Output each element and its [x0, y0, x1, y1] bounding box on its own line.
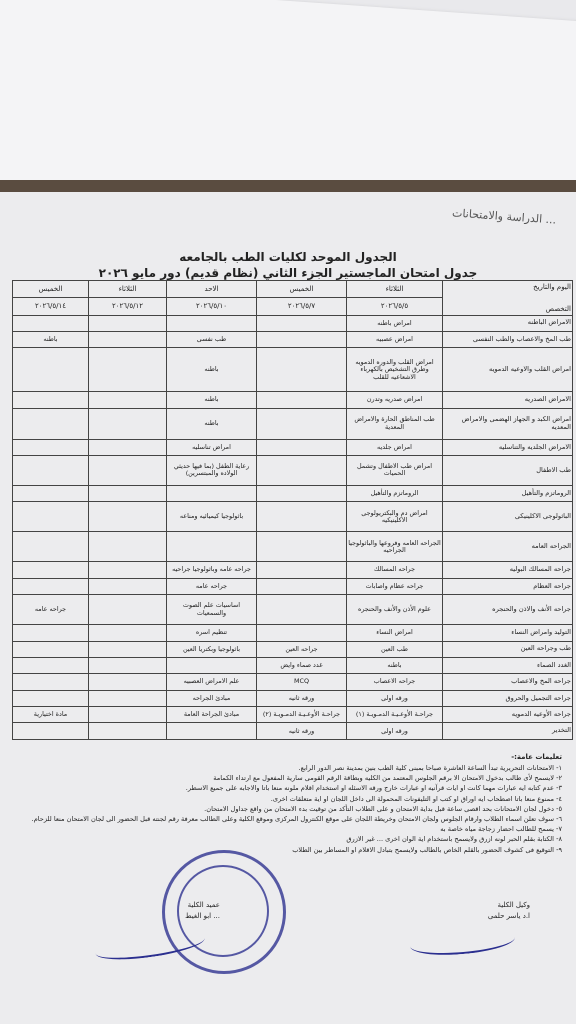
- exam-cell: باطنه: [167, 392, 257, 408]
- table-row: [13, 486, 573, 502]
- exam-cell: [13, 315, 89, 331]
- specialty-cell: جراحه المسالك البوليه: [443, 562, 573, 578]
- exam-cell: ورقه ثانيه: [257, 723, 347, 740]
- exam-cell: جراحه عامه: [13, 595, 89, 625]
- exam-cell: غدد صماء وايض: [257, 657, 347, 673]
- day-date-header: [443, 281, 573, 316]
- exam-cell: [257, 562, 347, 578]
- exam-cell: [13, 674, 89, 690]
- exam-cell: امراض القلب والدوره الدمويه وطرق التشخيص بالكهرباء الاشعاعيه للقلب: [347, 348, 443, 392]
- exam-cell: [167, 315, 257, 331]
- date-cell: ٢٠٢٦/٥/٧: [257, 298, 347, 315]
- exam-cell: [89, 578, 167, 594]
- schedule-rows: [13, 315, 573, 739]
- exam-cell: [13, 392, 89, 408]
- instruction-item: ٥- دخول لجان الامتحانات بحد اقصى ساعة قبل بداية الامتحان و على الطلاب التأكد من توقيت بدء الامتحان من واقع جداول الامتحان.: [204, 804, 562, 813]
- exam-cell: [257, 331, 347, 347]
- exam-cell: [257, 315, 347, 331]
- exam-cell: طب المناطق الحارة والامراض المعدية: [347, 408, 443, 439]
- table-row: [13, 578, 573, 594]
- day-cell: الاحد: [167, 281, 257, 298]
- exam-cell: [257, 348, 347, 392]
- exam-cell: [257, 486, 347, 502]
- exam-cell: [257, 392, 347, 408]
- exam-cell: [13, 502, 89, 532]
- table-row: [13, 331, 573, 347]
- instructions-title: تعليمات عامة:-: [511, 753, 562, 761]
- instruction-item: ٣- عدم كتابه ايه عبارات مهما كانت او ايات قرآنيه او عبارات خارج ورقه الاسئله او استخدام اقلام ملونه منعا باتا والاجابه على جميع الاسطر.: [185, 784, 562, 793]
- exam-cell: [89, 562, 167, 578]
- specialty-cell: التخدير: [443, 723, 573, 740]
- table-row: [13, 455, 573, 485]
- exam-cell: باثولوجيا كيميائيه ومناعه: [167, 502, 257, 532]
- exam-cell: تنظيم اسره: [167, 625, 257, 641]
- specialty-cell: امراض الكبد و الجهاز الهضمى والامراض المعديه: [443, 408, 573, 439]
- exam-cell: امراض دم والبكتريولوجى الاكلينيكيه: [347, 502, 443, 532]
- exam-schedule-table: [12, 280, 573, 740]
- exam-cell: مبادئ الجراحه: [167, 690, 257, 706]
- specialty-cell: الباثولوجى الاكلينيكى: [443, 502, 573, 532]
- exam-cell: [13, 723, 89, 740]
- exam-cell: [257, 408, 347, 439]
- instruction-item: ٩- التوقيع فى كشوف الحضور بالقلم الخاص بالطالب ولايسمح بتبادل الاقلام او المساطر بين الطلاب: [292, 845, 562, 854]
- exam-cell: [13, 657, 89, 673]
- exam-cell: MCQ: [257, 674, 347, 690]
- exam-cell: [13, 562, 89, 578]
- exam-cell: باثولوجيا وبكتريا العين: [167, 641, 257, 657]
- exam-cell: جراحه الاعصاب: [347, 674, 443, 690]
- exam-cell: امراض النساء: [347, 625, 443, 641]
- exam-cell: [167, 486, 257, 502]
- document-title: الجدول الموحد لكليات الطب بالجامعه: [179, 250, 397, 264]
- exam-cell: [13, 439, 89, 455]
- instruction-item: ٧- يسمح للطالب احضار زجاجة مياه خاصة به: [440, 825, 562, 834]
- exam-cell: [257, 595, 347, 625]
- exam-cell: [257, 502, 347, 532]
- table-row: [13, 392, 573, 408]
- exam-cell: [13, 348, 89, 392]
- exam-cell: [89, 392, 167, 408]
- exam-cell: [13, 578, 89, 594]
- exam-cell: امراض عصبيه: [347, 331, 443, 347]
- date-cell: ٢٠٢٦/٥/١٠: [167, 298, 257, 315]
- specialty-cell: طب وجراحه العين: [443, 641, 573, 657]
- exam-cell: [257, 625, 347, 641]
- dean-title: عميد الكلية: [187, 901, 220, 909]
- table-row: [13, 502, 573, 532]
- specialty-cell: امراض القلب والاوعيه الدمويه: [443, 348, 573, 392]
- exam-cell: [167, 723, 257, 740]
- exam-cell: [89, 348, 167, 392]
- exam-cell: ورقه اولى: [347, 723, 443, 740]
- specialty-cell: جراحه الأوعيه الدمويه: [443, 707, 573, 723]
- exam-cell: جراحه المسالك: [347, 562, 443, 578]
- exam-cell: رعاية الطفل (بما فيها حديثي الولاده والمبتسرين): [167, 455, 257, 485]
- exam-cell: [257, 439, 347, 455]
- exam-cell: [89, 502, 167, 532]
- exam-cell: مادة اختيارية: [13, 707, 89, 723]
- exam-cell: [89, 408, 167, 439]
- day-date-label: اليوم والتاريخ: [533, 282, 571, 291]
- instruction-item: ١- الامتحانات التحريرية تبدأ الساعة العاشرة صباحا بمبنى كلية الطب بنين بمدينة نصر الدور الرابع.: [298, 763, 562, 772]
- table-row: [13, 532, 573, 562]
- exam-cell: [89, 625, 167, 641]
- exam-cell: [89, 331, 167, 347]
- exam-cell: الروماتزم والتأهيل: [347, 486, 443, 502]
- specialty-cell: طب الاطفال: [443, 455, 573, 485]
- exam-cell: [167, 657, 257, 673]
- exam-cell: باطنه: [167, 348, 257, 392]
- date-cell: ٢٠٢٦/٥/٥: [347, 298, 443, 315]
- exam-cell: [13, 532, 89, 562]
- exam-cell: [13, 641, 89, 657]
- exam-cell: [89, 315, 167, 331]
- dean-name: ... ابو الغيط: [185, 911, 220, 920]
- table-row: [13, 562, 573, 578]
- exam-cell: علوم الأذن والأنف والحنجره: [347, 595, 443, 625]
- table-row: [13, 674, 573, 690]
- document-subtitle: جدول امتحان الماجستير الجزء الثاني (نظام قديم) دور مايو ٢٠٢٦: [98, 266, 478, 280]
- specialty-cell: جراحه التجميل والحروق: [443, 690, 573, 706]
- exam-cell: [89, 532, 167, 562]
- table-row: [13, 348, 573, 392]
- exam-cell: باطنه: [347, 657, 443, 673]
- exam-cell: جراحـة الأوعـيـة الدمـويـة (١): [347, 707, 443, 723]
- exam-cell: ورقه ثانيه: [257, 690, 347, 706]
- exam-cell: [89, 595, 167, 625]
- exam-cell: امراض جلديه: [347, 439, 443, 455]
- exam-cell: [89, 690, 167, 706]
- specialty-cell: الغدد الصماء: [443, 657, 573, 673]
- exam-cell: [13, 455, 89, 485]
- specialty-cell: جراحه الأنف والاذن والحنجره: [443, 595, 573, 625]
- exam-cell: [89, 439, 167, 455]
- exam-cell: باطنه: [13, 331, 89, 347]
- table-row: [13, 641, 573, 657]
- specialty-cell: جراحه المخ والاعصاب: [443, 674, 573, 690]
- specialty-cell: الجراحه العامه: [443, 532, 573, 562]
- exam-cell: مبادئ الجراحة العامة: [167, 707, 257, 723]
- exam-cell: [257, 532, 347, 562]
- table-row: [13, 690, 573, 706]
- instruction-item: ٨- الكتابة بقلم الحبر لونه ازرق ولايسمح باستخدام اية الوان اخرى ... غير الازرق: [346, 835, 562, 844]
- table-row: [13, 657, 573, 673]
- exam-cell: [89, 674, 167, 690]
- exam-cell: [89, 657, 167, 673]
- table-row: [13, 595, 573, 625]
- table-row: [13, 625, 573, 641]
- exam-cell: [13, 690, 89, 706]
- specialty-cell: التوليد وامراض النساء: [443, 625, 573, 641]
- exam-cell: جراحه عظام واصابات: [347, 578, 443, 594]
- exam-cell: اساسيات علم الصوت والسمعيات: [167, 595, 257, 625]
- specialty-cell: الروماتزم والتأهيل: [443, 486, 573, 502]
- exam-cell: امراض باطنه: [347, 315, 443, 331]
- exam-cell: [13, 486, 89, 502]
- exam-cell: [257, 578, 347, 594]
- vice-dean-signature-block: [420, 900, 530, 921]
- exam-cell: [13, 408, 89, 439]
- exam-cell: الجراحه العامه وفروعها والباثولوجيا الجراحيه: [347, 532, 443, 562]
- table-row: [13, 408, 573, 439]
- exam-cell: [257, 455, 347, 485]
- exam-cell: [167, 532, 257, 562]
- day-cell: الخميس: [13, 281, 89, 298]
- table-row: [13, 315, 573, 331]
- exam-cell: علم الامراض العصبيه: [167, 674, 257, 690]
- instruction-item: ٢- لايسمح لأى طالب بدخول الامتحان الا برقم الجلوس المعتمد من الكليه وبطاقة الرقم القومى سارية المفعول مع ارتداء الكمامة: [213, 774, 562, 783]
- exam-cell: طب نفسى: [167, 331, 257, 347]
- exam-cell: طب العين: [347, 641, 443, 657]
- exam-cell: [89, 723, 167, 740]
- exam-cell: جراحه العين: [257, 641, 347, 657]
- vice-dean-title: وكيل الكلية: [497, 901, 530, 909]
- specialty-cell: طب المخ والاعصاب والطب النفسى: [443, 331, 573, 347]
- specialty-cell: جراحه العظام: [443, 578, 573, 594]
- table-header-days: [13, 281, 573, 298]
- vice-dean-name: ا.د ياسر حلمى: [487, 911, 530, 920]
- exam-cell: امراض طب الاطفال وتشمل الحميات: [347, 455, 443, 485]
- date-cell: ٢٠٢٦/٥/١٤: [13, 298, 89, 315]
- exam-cell: امراض صدريه وتدرن: [347, 392, 443, 408]
- exam-cell: [89, 707, 167, 723]
- day-cell: الثلاثاء: [89, 281, 167, 298]
- exam-cell: امراض تناسليه: [167, 439, 257, 455]
- table-row: [13, 707, 573, 723]
- table-row: [13, 439, 573, 455]
- exam-cell: جراحه عامه وباثولوجيا جراحيه: [167, 562, 257, 578]
- curled-page-text: ... الدراسة والامتحانات: [451, 206, 557, 227]
- specialty-label: التخصص: [545, 304, 571, 313]
- table-row: [13, 723, 573, 740]
- exam-cell: [89, 455, 167, 485]
- day-cell: الخميس: [257, 281, 347, 298]
- exam-cell: جراحـة الأوعـيـة الدمـويـة (٢): [257, 707, 347, 723]
- specialty-cell: الامراض الباطنه: [443, 315, 573, 331]
- exam-cell: [89, 641, 167, 657]
- date-cell: ٢٠٢٦/٥/١٢: [89, 298, 167, 315]
- instruction-item: ٤- ممنوع منعا باتا اصطحاب ايه اوراق او كتب او التليفونات المحمولة الى داخل اللجان او اية متعلقات اخرى.: [270, 794, 562, 803]
- exam-cell: [13, 625, 89, 641]
- general-instructions: [14, 752, 562, 855]
- exam-cell: ورقه اولى: [347, 690, 443, 706]
- dean-signature-block: [100, 900, 220, 921]
- specialty-cell: الامراض الصدريه: [443, 392, 573, 408]
- exam-cell: [89, 486, 167, 502]
- instruction-item: ٦- سوف تعلن اسماء الطلاب وارقام الجلوس ولجان الامتحان وخريطة اللجان على موقع الكنترول المركزى وموقع الكلية وعلى الطالب معرفة رقم لجنته قبل الحضور الى لجان الامتحان منعا للزحام.: [31, 814, 562, 823]
- exam-cell: باطنه: [167, 408, 257, 439]
- day-cell: الثلاثاء: [347, 281, 443, 298]
- exam-cell: جراحه عامه: [167, 578, 257, 594]
- specialty-cell: الامراض الجلديه والتناسليه: [443, 439, 573, 455]
